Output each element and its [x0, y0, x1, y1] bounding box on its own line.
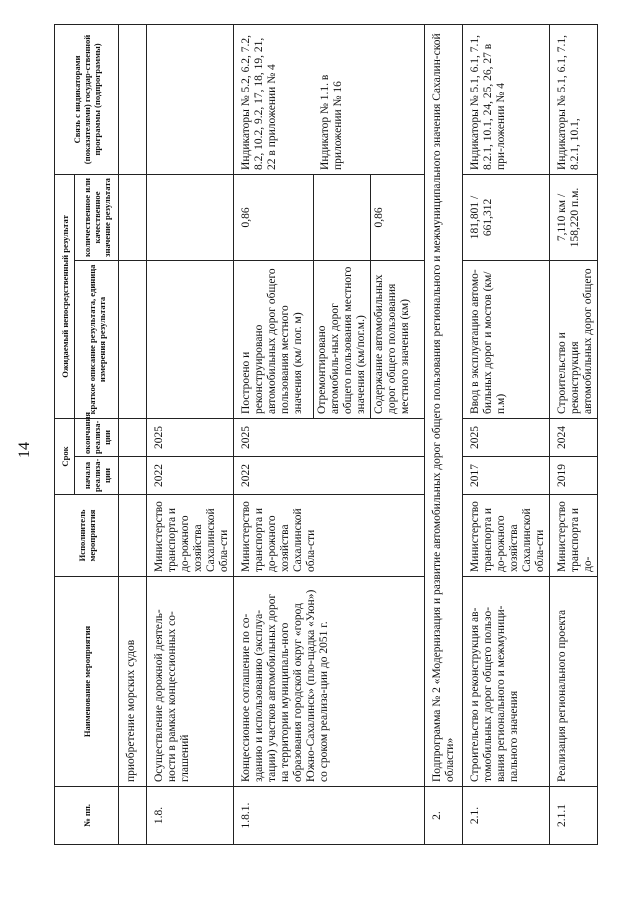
row-1-8-name: Осуществление дорожной деятель-ности в рамках концессионных со-глашений: [147, 577, 234, 787]
row-1-8-1-name: Концессионное соглашение по со-зданию и использованию (эксплуа-тации) участков автомобильных дорог на территории муниципаль-ного образования городской округ «город Южно-Сахалинск» (пло-щадка «Уюн») со сроком реализа-ции до 2051 г.: [234, 577, 425, 787]
table-row: [463, 24, 550, 844]
row-1-8-num: 1.8.: [147, 787, 234, 845]
table-row: [147, 24, 234, 844]
header-term-start: начала реализа-ции: [75, 457, 119, 495]
row-1-8-1-link-2: Индикатор № 1.1. в приложении № 16: [319, 74, 344, 170]
row-1-8-end: 2025: [147, 418, 234, 456]
row-1-8-1-num: 1.8.1.: [234, 787, 425, 845]
row-2-1-1-num: 2.1.1: [550, 787, 598, 845]
row-1-8-executor: Министерство транспорта и до-рожного хозяйства Сахалинской обла-сти: [147, 495, 234, 577]
row-2-1-num: 2.1.: [463, 787, 550, 845]
row-2-1-start: 2017: [463, 457, 550, 495]
row-1-8-1-start: 2022: [234, 457, 425, 495]
row-2-1-1-result: Строительство и реконструкция автомобильных дорог общего: [550, 260, 598, 418]
row-2-1-executor: Министерство транспорта и до-рожного хозяйства Сахалинской обла-сти: [463, 495, 550, 577]
row-1-8-1-value-3: 0,86: [371, 174, 425, 260]
row-0-name: приобретение морских судов: [119, 577, 147, 787]
row-1-8-1-result-3: Содержание автомобильных дорог общего пользования местного значения (км): [371, 260, 425, 418]
header-name: Наименование мероприятия: [55, 577, 119, 787]
page-number: 14: [16, 442, 33, 458]
row-2-name: Подпрограмма № 2 «Модернизация и развитие автомобильных дорог общего пользования регионального и межмуниципального значения Сахалин-ской области»: [425, 24, 463, 786]
row-2-1-value: 181,801 / 661,312: [463, 174, 550, 260]
header-term: Срок: [55, 418, 75, 494]
row-1-8-1-result-2: Отремонтировано автомобиль-ных дорог общего пользования местного значения (км/пог.м.): [314, 260, 371, 418]
row-1-8-1-result-1: Построено и реконструировано автомобильных дорог общего пользования местного значения (км/ пог. м): [234, 260, 314, 418]
row-2-1-name: Строительство и реконструкция ав-томобильных дорог общего пользо-вания регионального и межмуници-пального значения: [463, 577, 550, 787]
row-2-1-1-name: Реализация регионального проекта: [550, 577, 598, 787]
row-2-1-1-executor: Министерство транспорта и до-: [550, 495, 598, 577]
table-row: [234, 24, 314, 844]
table-row: [550, 24, 598, 844]
header-executor: Исполнитель мероприятия: [55, 495, 119, 577]
table-row: [425, 24, 463, 844]
header-brief: краткое описание результата, единица измерения результата: [75, 260, 119, 418]
row-2-1-1-end: 2024: [550, 418, 598, 456]
header-num: № пп.: [55, 787, 119, 845]
row-2-1-link: Индикаторы № 5.1, 6.1, 7.1, 8.2.1, 10.1, 24, 25, 26, 27 в при-ложении № 4: [463, 24, 550, 174]
row-2-1-1-start: 2019: [550, 457, 598, 495]
table-row: [119, 24, 147, 844]
row-2-1-1-link: Индикаторы № 5.1, 6.1, 7.1, 8.2.1, 10.1,: [550, 24, 598, 174]
row-2-1-1-value: 7,110 км / 158,220 п.м.: [550, 174, 598, 260]
header-quantity: количественное или качественное значение результата: [75, 174, 119, 260]
header-term-end: окончания реализа-ции: [75, 418, 119, 456]
header-link: Связь с индикаторами (показателями) государ-ственной программы (подпрограммы): [55, 24, 119, 174]
row-1-8-1-end: 2025: [234, 418, 425, 456]
row-1-8-1-value-1: 0,86: [234, 174, 314, 260]
row-1-8-1-link-cell: [234, 24, 425, 174]
row-2-1-end: 2025: [463, 418, 550, 456]
row-2-1-result: Ввод в эксплуатацию автомо-бильных дорог и мостов (км/п.м): [463, 260, 550, 418]
header-expected: Ожидаемый непосредственный результат: [55, 174, 75, 418]
measures-table: [54, 24, 598, 845]
row-1-8-start: 2022: [147, 457, 234, 495]
row-1-8-1-link-1: Индикаторы № 5.2, 6.2, 7.2, 8.2, 10.2, 9.2, 17, 18, 19, 21, 22 в приложении № 4: [240, 34, 278, 170]
row-1-8-1-executor: Министерство транспорта и до-рожного хозяйства Сахалинской обла-сти: [234, 495, 425, 577]
row-2-num: 2.: [425, 787, 463, 845]
